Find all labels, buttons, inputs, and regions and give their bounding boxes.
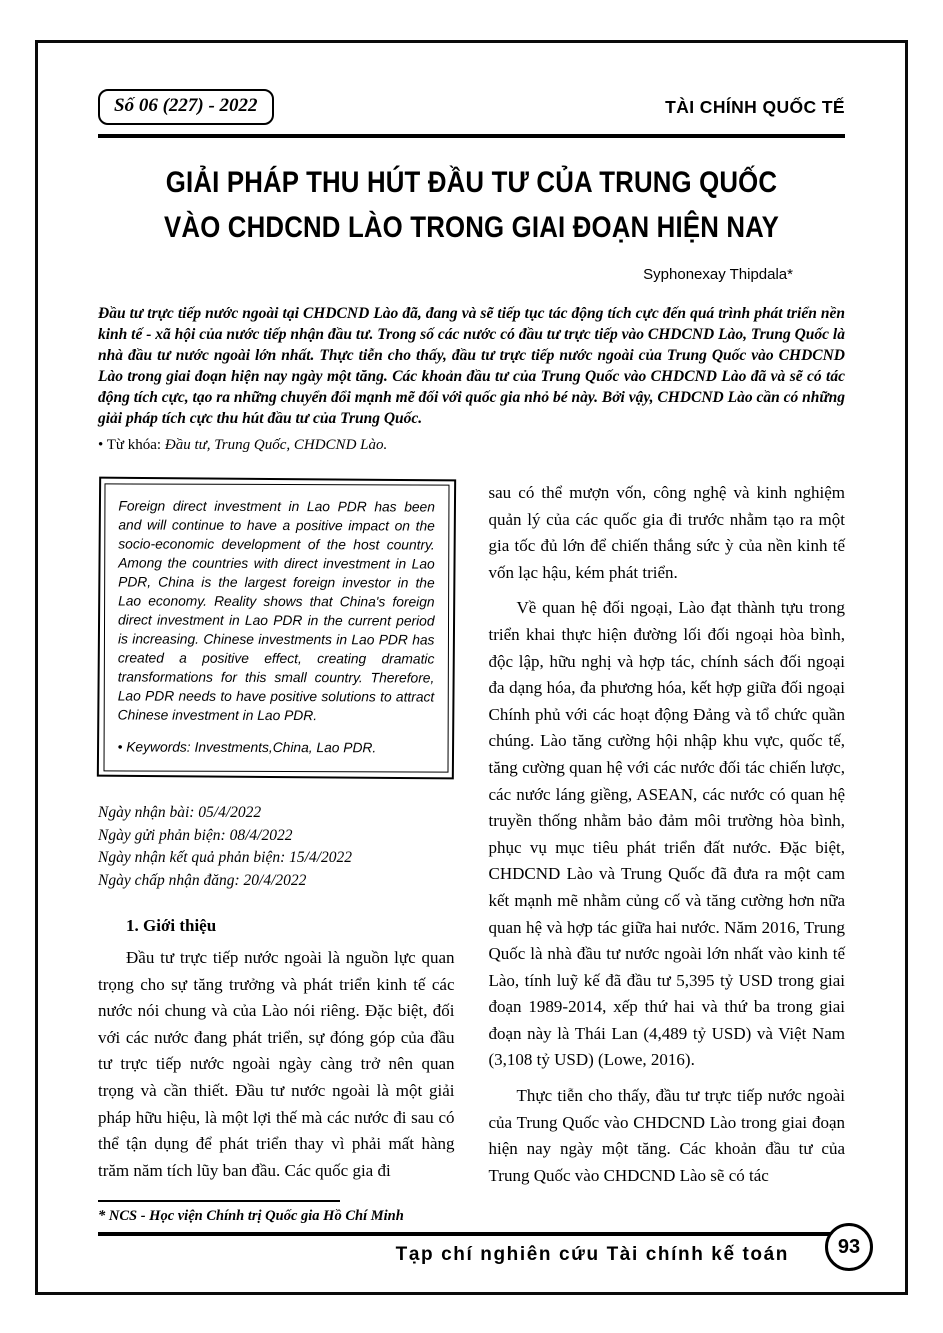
- keywords-english-label: • Keywords:: [117, 739, 191, 755]
- keywords-english-value: Investments,China, Lao PDR.: [194, 739, 377, 756]
- article-title-line-1: GIẢI PHÁP THU HÚT ĐẦU TƯ CỦA TRUNG QUỐC: [165, 166, 778, 199]
- page-header: [98, 89, 845, 125]
- submission-dates: [98, 802, 455, 892]
- english-abstract-box-inner: [103, 483, 449, 772]
- author-byline: Syphonexay Thipdala*: [643, 266, 793, 283]
- right-column: [489, 478, 846, 1225]
- english-abstract-box: [97, 477, 456, 780]
- keywords-english: [118, 737, 435, 757]
- footer-rule: [98, 1232, 845, 1236]
- intro-paragraph-left: Đầu tư trực tiếp nước ngoài là nguồn lực quan trọng cho sự tăng trưởng và phát triển kinh tế các nước nói chung và của Lào nói riêng. Đặc biệt, đối với các nước đang phát triển, sự đóng góp của đầu tư trực tiếp nước ngoài ngày càng trở nên quan trọng và cần thiết. Đầu tư nước ngoài là một giải pháp hữu hiệu, là một lợi thế mà các nước đi sau có thể tận dụng để phát triển thay vì phải mất hàng trăm năm tích lũy ban đầu. Các quốc gia đi: [98, 948, 455, 1180]
- page-border-frame: [35, 40, 908, 1295]
- footnote-block: [98, 1200, 455, 1225]
- body-paragraph-foreign-relations: Về quan hệ đối ngoại, Lào đạt thành tựu trong triển khai thực hiện đường lối đối ngoại hòa bình, độc lập, hữu nghị và hợp tác, chính sách đối ngoại đa dạng hóa, đa phương hóa, kết hợp giữa đối ngoại Chính phủ với các hoạt động Đảng và tổ chức quần chúng. Lào tăng cường hội nhập khu vực, quốc tế, tăng cường quan hệ với các nước đối tác chiến lược, các nước láng giềng, ASEAN, các nước có quan hệ truyền thống nhằm bảo đảm môi trường hòa bình, phục vụ mục tiêu phát triển đất nước. Đặc biệt, CHDCND Lào và Trung Quốc đã đưa ra một cam kết mạnh mẽ nhằm củng cố và tăng cường hơn nữa quan hệ và hợp tác giữa hai nước. Năm 2016, Trung Quốc là nhà đầu tư nước ngoài lớn nhất vào kinh tế Lào, tính luỹ kế đã đầu tư 5,395 tỷ USD trong giai đoạn 1989-2014, xếp thứ hai và thứ ba trong giai đoạn này là Thái Lan (4,489 tỷ USD) và Việt Nam (3,108 tỷ USD) (Lowe, 2016).: [488, 598, 845, 1070]
- date-review-result: Ngày nhận kết quả phản biện: 15/4/2022: [98, 849, 352, 866]
- keywords-vietnamese: [98, 437, 845, 454]
- page-content: [38, 43, 905, 1292]
- two-column-body: [98, 478, 845, 1225]
- article-title-line-2: VÀO CHDCND LÀO TRONG GIAI ĐOẠN HIỆN NAY: [164, 211, 779, 244]
- date-sent-review: Ngày gửi phản biện: 08/4/2022: [98, 826, 293, 844]
- page-number: 93: [837, 1235, 861, 1258]
- body-paragraph-investment-trend: Thực tiễn cho thấy, đầu tư trực tiếp nước ngoài của Trung Quốc vào CHDCND Lào trong giai đoạn hiện nay ngày một tăng. Các khoản đầu tư của Trung Quốc vào CHDCND Lào sẽ có tác: [488, 1086, 845, 1185]
- issue-label: Số 06 (227) - 2022: [114, 95, 258, 116]
- page-number-badge: [825, 1223, 873, 1271]
- section-heading-introduction: 1. Giới thiệu: [126, 916, 217, 935]
- date-received: Ngày nhận bài: 05/4/2022: [98, 804, 262, 821]
- journal-section-label: TÀI CHÍNH QUỐC TẾ: [665, 96, 845, 117]
- keywords-vietnamese-label: • Từ khóa:: [98, 437, 162, 453]
- body-paragraph-continuation: sau có thể mượn vốn, công nghệ và kinh nghiệm quản lý của các quốc gia đi trước nhằm tạo ra một gia tốc đủ lớn để chiến thắng sức ỳ của nền kinh tế vốn lạc hậu, kém phát triển.: [488, 483, 845, 582]
- abstract-vietnamese: Đầu tư trực tiếp nước ngoài tại CHDCND Lào đã, đang và sẽ tiếp tục tác động tích cực đến quá trình phát triển nền kinh tế - xã hội của nước tiếp nhận đầu tư. Trong số các nước có đầu tư trực tiếp vào CHDCND Lào, Trung Quốc là nhà đầu tư nước ngoài lớn nhất. Thực tiễn cho thấy, đầu tư trực tiếp nước ngoài của Trung Quốc vào CHDCND Lào trong giai đoạn hiện nay ngày một tăng. Các khoản đầu tư của Trung Quốc vào CHDCND Lào đã và sẽ có tác động tích cực, tạo ra những chuyển đổi mạnh mẽ đối với quốc gia nhỏ bé này. Bởi vậy, CHDCND Lào cần có những giải pháp tích cực thu hút đầu tư của Trung Quốc.: [98, 305, 845, 427]
- issue-badge: [98, 89, 274, 125]
- journal-name: Tạp chí nghiên cứu Tài chính kế toán: [395, 1244, 789, 1265]
- keywords-vietnamese-value: Đầu tư, Trung Quốc, CHDCND Lào.: [164, 437, 388, 453]
- footnote-text: * NCS - Học viện Chính trị Quốc gia Hồ Chí Minh: [98, 1208, 404, 1225]
- page-footer: [98, 1232, 861, 1266]
- left-column: [98, 478, 455, 1225]
- abstract-english: Foreign direct investment in Lao PDR has been and will continue to have a positive impact on the socio-economic development of the host country. Among the countries with direct investment in Lao PDR, China is the largest foreign investor in the Lao economy. Reality shows that China's foreign direct investment in Lao PDR in the current period is increasing. Chinese investments in Lao PDR has created a positive effect, creating dramatic transformations for this small country. Therefore, Lao PDR needs to have positive solutions to attract Chinese investment in Lao PDR.: [117, 498, 435, 724]
- footnote-rule: [98, 1200, 340, 1202]
- header-rule: [98, 134, 845, 138]
- article-title: [98, 160, 845, 250]
- date-accepted: Ngày chấp nhận đăng: 20/4/2022: [98, 871, 307, 889]
